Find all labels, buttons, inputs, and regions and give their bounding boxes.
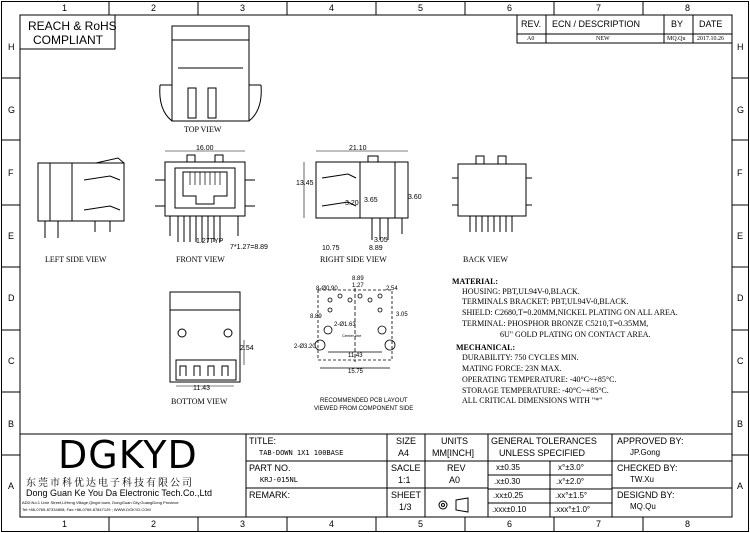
zone-row-h-left: H <box>8 42 15 52</box>
tol-linear-2: .xx±0.25 <box>493 491 524 500</box>
zone-col-8-top: 8 <box>685 3 691 13</box>
zone-row-h-right: H <box>737 42 744 52</box>
dim-side-1075: 10.75 <box>322 245 340 252</box>
zone-row-f-left: F <box>8 168 14 178</box>
bottom-view-drawing <box>170 292 244 386</box>
dim-side-360: 3.60 <box>408 194 422 201</box>
zone-row-a-left: A <box>8 481 15 491</box>
zone-row-d-left: D <box>8 293 15 303</box>
checked-label: CHECKED BY: <box>617 463 678 473</box>
zone-col-4-top: 4 <box>329 3 335 13</box>
checked-value: TW.Xu <box>630 475 655 484</box>
dim-pcb-1143: 11.43 <box>348 353 363 359</box>
tol-angular-2: .xx°±1.5° <box>555 491 588 500</box>
zone-col-7-bottom: 7 <box>596 519 602 529</box>
zone-col-3-top: 3 <box>240 3 246 13</box>
dim-pcb-phi163: 2-Ø1.63 <box>334 322 356 328</box>
title-label: TITLE: <box>249 436 277 446</box>
dim-side-889: 8.89 <box>369 245 383 252</box>
scale-label: SACLE <box>391 463 421 473</box>
dim-front-width: 16.00 <box>196 145 214 152</box>
material-line-4: TERMINAL: PHOSPHOR BRONZE C5210,T=0.35MM, <box>462 319 649 328</box>
size-value: A4 <box>398 448 410 458</box>
back-view-label: BACK VIEW <box>463 255 508 264</box>
rev-row-date: 2017.10.26 <box>697 36 724 42</box>
rev-row-rev: A0 <box>527 36 535 42</box>
company-logo: DGKYD <box>58 433 198 477</box>
tol-linear-3: .xxx±0.10 <box>492 505 527 514</box>
rev-label: REV <box>447 463 466 473</box>
zone-col-7-top: 7 <box>596 3 602 13</box>
tol-angular-0: x°±3.0° <box>558 463 584 472</box>
units-label: UNITS <box>441 436 468 446</box>
designed-value: MQ.Qu <box>630 502 656 511</box>
mechanical-line-5: ALL CRITICAL DIMENSIONS WITH "*" <box>462 396 603 405</box>
dim-pcb-889-vertical: 8.89 <box>310 314 322 320</box>
right-side-view-label: RIGHT SIDE VIEW <box>320 255 387 264</box>
zone-row-b-left: B <box>8 419 15 429</box>
approved-label: APPROVED BY: <box>617 436 684 446</box>
company-cn-name: 东莞市科优达电子科技有限公司 <box>26 478 194 489</box>
dim-side-365: 3.65 <box>364 197 378 204</box>
part-no-value: KRJ-015NL <box>260 476 298 484</box>
pcb-center-line-label: Center line <box>342 333 362 338</box>
back-view-drawing <box>452 156 532 232</box>
rev-row-ecn: NEW <box>596 36 610 42</box>
approved-value: JP.Gong <box>630 448 661 457</box>
tol-linear-0: x±0.35 <box>496 463 520 472</box>
pcb-label-line-1: RECOMMENDED PCB LAYOUT <box>320 398 408 404</box>
scale-value: 1:1 <box>398 475 411 485</box>
mechanical-line-4: STORAGE TEMPERATURE: -40°C~+85°C. <box>462 386 609 395</box>
zone-row-a-right: A <box>737 481 744 491</box>
tol-angular-3: .xxx°±1.0° <box>554 505 591 514</box>
material-line-2: TERMINALS BRACKET: PBT,UL94V-0,BLACK. <box>462 297 629 306</box>
zone-row-e-right: E <box>737 231 744 241</box>
zone-col-5-bottom: 5 <box>418 519 424 529</box>
dim-pcb-254: 2.54 <box>386 286 398 292</box>
zone-col-1-top: 1 <box>62 3 68 13</box>
dim-side-width: 21.10 <box>349 145 367 152</box>
tol-angular-1: .x°±2.0° <box>556 477 585 486</box>
dim-pcb-305: 3.05 <box>396 312 408 318</box>
rev-header-date: DATE <box>699 19 723 29</box>
units-value: MM[INCH] <box>432 448 474 458</box>
left-side-view-label: LEFT SIDE VIEW <box>45 255 107 264</box>
company-address: ADD:No.1 Lixie Street,LiHeng Village,Qingxi town, DongGuan City,GuangDong Province <box>22 500 179 505</box>
zone-row-c-right: C <box>737 356 744 366</box>
right-side-view-drawing <box>304 151 408 240</box>
designed-label: DESIGND BY: <box>617 490 675 500</box>
front-view-label: FRONT VIEW <box>176 255 225 264</box>
zone-row-d-right: D <box>737 293 744 303</box>
tolerances-title-1: GENERAL TOLERANCES <box>491 436 597 446</box>
tolerances-title-2: UNLESS SPECIFIED <box>499 448 586 458</box>
zone-row-e-left: E <box>8 231 15 241</box>
zone-col-6-top: 6 <box>507 3 513 13</box>
mechanical-line-1: DURABILITY: 750 CYCLES MIN. <box>462 353 579 362</box>
zone-row-g-left: G <box>8 105 16 115</box>
dim-bottom-254: 2.54 <box>240 345 254 352</box>
material-title: MATERIAL: <box>452 277 499 286</box>
rev-header-rev: REV. <box>521 19 542 29</box>
zone-col-2-top: 2 <box>151 3 157 13</box>
dim-side-320: 3.20 <box>345 200 359 207</box>
dim-bottom-1143: 11.43 <box>193 385 210 392</box>
zone-row-c-left: C <box>8 356 15 366</box>
zone-col-5-top: 5 <box>418 3 424 13</box>
part-no-label: PART NO. <box>249 463 291 473</box>
left-side-view-drawing <box>38 158 124 238</box>
zone-col-6-bottom: 6 <box>507 519 513 529</box>
mechanical-title: MECHANICAL: <box>456 343 516 352</box>
dim-pcb-889: 8.89 <box>352 276 364 282</box>
zone-col-8-bottom: 8 <box>685 519 691 529</box>
dim-pcb-phi090: 8-Ø0.90 <box>316 286 338 292</box>
compliance-line-2: COMPLIANT <box>33 33 104 47</box>
zone-row-g-right: G <box>737 105 745 115</box>
remark-label: REMARK: <box>249 490 291 500</box>
zone-col-2-bottom: 2 <box>151 519 157 529</box>
dim-side-305: 3.05 <box>374 237 388 244</box>
zone-col-1-bottom: 1 <box>62 519 68 529</box>
sheet-value: 1/3 <box>399 502 412 512</box>
rev-value: A0 <box>449 475 461 485</box>
material-line-3: SHIELD: C2680,T=0.20MM,NICKEL PLATING ON ALL AREA. <box>462 308 678 317</box>
company-en-name: Dong Guan Ke You Da Electronic Tech.Co.,Ltd <box>26 488 212 498</box>
dim-front-pitch: 1.27TYP <box>196 238 224 245</box>
mechanical-line-2: MATING FORCE: 23N MAX. <box>462 364 562 373</box>
compliance-line-1: REACH & RoHS <box>28 19 117 33</box>
zone-row-f-right: F <box>737 168 743 178</box>
dim-pcb-1575: 15.75 <box>348 369 364 375</box>
zone-col-4-bottom: 4 <box>329 519 335 529</box>
rev-header-ecn: ECN / DESCRIPTION <box>552 19 641 29</box>
dim-side-height: 13.45 <box>296 180 314 187</box>
top-view-drawing <box>160 26 262 121</box>
top-view-label: TOP VIEW <box>184 125 222 134</box>
sheet-label: SHEET <box>391 490 422 500</box>
mechanical-line-3: OPERATING TEMPERATURE: -40°C~+85°C. <box>462 375 617 384</box>
dim-pcb-127: 1.27 <box>352 283 364 289</box>
rev-row-by: MQ.Qu <box>667 36 686 42</box>
title-value: TAB-DOWN 1X1 100BASE <box>259 449 344 457</box>
material-line-1: HOUSING: PBT,UL94V-0,BLACK. <box>462 287 580 296</box>
dim-front-span: 7*1.27=8.89 <box>230 244 268 251</box>
dim-pcb-phi320: 2-Ø3.20 <box>294 344 316 350</box>
zone-col-3-bottom: 3 <box>240 519 246 529</box>
rev-header-by: BY <box>671 19 684 29</box>
material-line-5: 6U" GOLD PLATING ON CONTACT AREA. <box>500 330 651 339</box>
size-label: SIZE <box>396 436 417 446</box>
tol-linear-1: .x±0.30 <box>494 477 521 486</box>
bottom-view-label: BOTTOM VIEW <box>171 397 228 406</box>
company-contact: Tel:+86-0769-87334808; Fax:+86-0769-87847129 ; WWW.DGKYD.COM <box>22 507 151 512</box>
pcb-label-line-2: VIEWED FROM COMPONENT SIDE <box>314 406 414 412</box>
zone-row-b-right: B <box>737 419 744 429</box>
front-view-drawing <box>155 151 255 242</box>
